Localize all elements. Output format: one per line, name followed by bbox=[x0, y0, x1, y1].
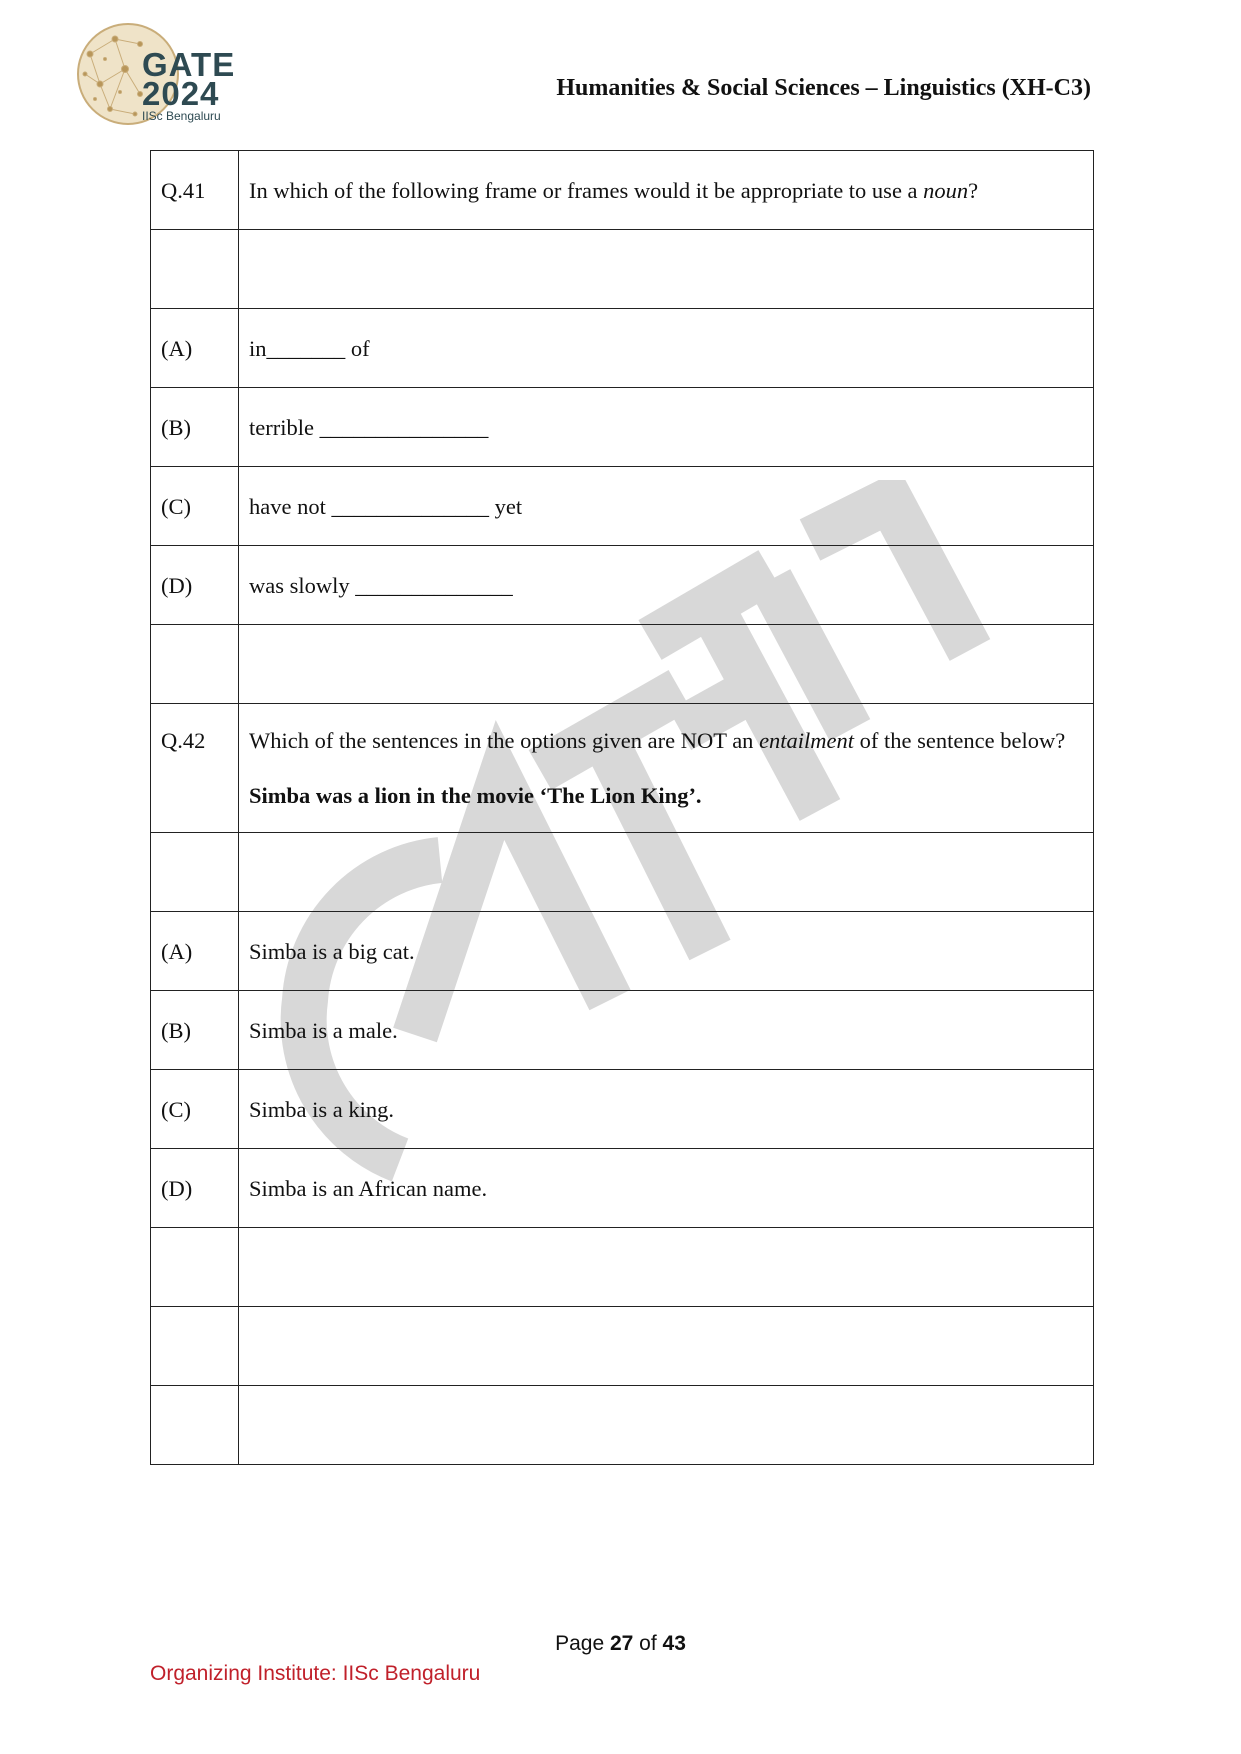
page-number bbox=[0, 1632, 1241, 1656]
spacer-cell bbox=[151, 625, 239, 704]
spacer-cell bbox=[151, 1307, 239, 1386]
logo-wordmark bbox=[142, 46, 236, 124]
spacer-row bbox=[151, 230, 1094, 309]
q42-question bbox=[239, 704, 1094, 833]
page-prefix: Page bbox=[555, 1632, 610, 1655]
option-label: (C) bbox=[151, 1070, 239, 1149]
page-current: 27 bbox=[609, 1632, 634, 1655]
spacer-cell bbox=[151, 1228, 239, 1307]
q42-text-after: of the sentence below? bbox=[854, 728, 1066, 753]
spacer-cell bbox=[239, 625, 1094, 704]
option-text: Simba is an African name. bbox=[239, 1149, 1094, 1228]
q41-row bbox=[151, 151, 1094, 230]
spacer-cell bbox=[239, 230, 1094, 309]
option-text: was slowly ______________ bbox=[239, 546, 1094, 625]
spacer-cell bbox=[151, 1386, 239, 1465]
spacer-cell bbox=[239, 1307, 1094, 1386]
spacer-cell bbox=[151, 230, 239, 309]
option-label: (D) bbox=[151, 546, 239, 625]
q41-text-after: ? bbox=[968, 177, 979, 203]
option-label: (C) bbox=[151, 467, 239, 546]
option-text: terrible _______________ bbox=[239, 388, 1094, 467]
q41-option-a bbox=[151, 309, 1094, 388]
logo-institute-text: IISc Bengaluru bbox=[142, 109, 221, 123]
option-text: in_______ of bbox=[239, 309, 1094, 388]
q42-number: Q.42 bbox=[151, 704, 239, 833]
q42-text-italic: entailment bbox=[759, 728, 855, 753]
option-text: Simba is a king. bbox=[239, 1070, 1094, 1149]
q42-option-d bbox=[151, 1149, 1094, 1228]
spacer-row bbox=[151, 1228, 1094, 1307]
spacer-row bbox=[151, 833, 1094, 912]
option-text: have not ______________ yet bbox=[239, 467, 1094, 546]
q42-row bbox=[151, 704, 1094, 833]
spacer-cell bbox=[239, 1386, 1094, 1465]
q41-number: Q.41 bbox=[151, 151, 239, 230]
q41-option-b bbox=[151, 388, 1094, 467]
q42-option-c bbox=[151, 1070, 1094, 1149]
spacer-row bbox=[151, 625, 1094, 704]
paper-title: Humanities & Social Sciences – Linguistics (XH-C3) bbox=[556, 75, 1091, 101]
page-of: of bbox=[633, 1632, 663, 1655]
q42-option-b bbox=[151, 991, 1094, 1070]
spacer-cell bbox=[239, 1228, 1094, 1307]
logo-gate-text: GATE bbox=[142, 46, 236, 83]
q42-text-before: Which of the sentences in the options given are NOT an bbox=[249, 728, 760, 753]
question-table bbox=[150, 150, 1094, 1465]
option-text: Simba is a big cat. bbox=[239, 912, 1094, 991]
spacer-cell bbox=[239, 833, 1094, 912]
q41-option-c bbox=[151, 467, 1094, 546]
logo-year-text: 2024 bbox=[142, 75, 220, 112]
spacer-row bbox=[151, 1307, 1094, 1386]
q41-text-before: In which of the following frame or frames would it be appropriate to use a bbox=[249, 177, 924, 203]
spacer-row bbox=[151, 1386, 1094, 1465]
option-label: (D) bbox=[151, 1149, 239, 1228]
q41-text-italic: noun bbox=[923, 177, 969, 203]
q41-option-d bbox=[151, 546, 1094, 625]
spacer-cell bbox=[151, 833, 239, 912]
page-total: 43 bbox=[662, 1632, 686, 1655]
q41-question bbox=[239, 151, 1094, 230]
option-label: (B) bbox=[151, 388, 239, 467]
gate-logo bbox=[70, 14, 240, 134]
option-text: Simba is a male. bbox=[239, 991, 1094, 1070]
organizer-text: Organizing Institute: IISc Bengaluru bbox=[150, 1662, 481, 1685]
option-label: (A) bbox=[151, 912, 239, 991]
q42-sentence: Simba was a lion in the movie ‘The Lion King’. bbox=[249, 783, 702, 808]
q42-option-a bbox=[151, 912, 1094, 991]
option-label: (A) bbox=[151, 309, 239, 388]
option-label: (B) bbox=[151, 991, 239, 1070]
